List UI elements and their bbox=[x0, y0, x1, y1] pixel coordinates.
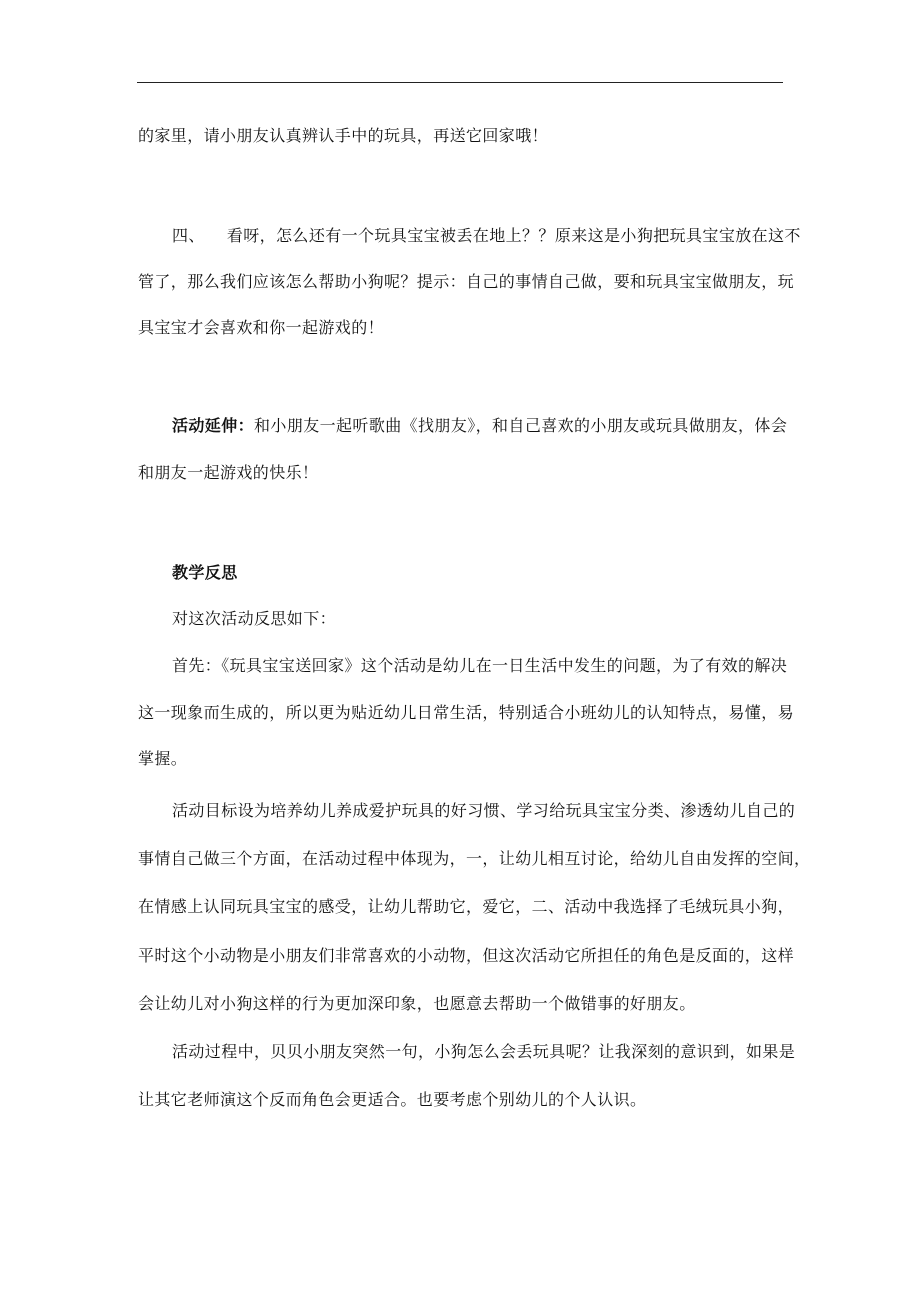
extension-text-1: 和小朋友一起听歌曲《找朋友》，和自己喜欢的小朋友或玩具做朋友，体会 bbox=[254, 416, 788, 435]
section-four-line-3: 具宝宝才会喜欢和你一起游戏的！ bbox=[138, 318, 385, 337]
header-rule bbox=[137, 82, 783, 83]
reflection-para1-line-2: 这一现象而生成的，所以更为贴近幼儿日常生活，特别适合小班幼儿的认知特点，易懂，易 bbox=[138, 703, 795, 722]
reflection-para2-line-4: 平时这个小动物是小朋友们非常喜欢的小动物，但这次活动它所担任的角色是反面的，这样 bbox=[138, 946, 795, 965]
reflection-intro: 对这次活动反思如下： bbox=[172, 609, 337, 628]
reflection-para2-line-2: 事情自己做三个方面，在活动过程中体现为，一，让幼儿相互讨论，给幼儿自由发挥的空间， bbox=[138, 849, 811, 868]
reflection-para2-line-3: 在情感上认同玩具宝宝的感受，让幼儿帮助它，爱它，二、活动中我选择了毛绒玩具小狗， bbox=[138, 897, 795, 916]
reflection-heading: 教学反思 bbox=[172, 563, 238, 582]
paragraph-continued-line: 的家里，请小朋友认真辨认手中的玩具，再送它回家哦！ bbox=[138, 126, 549, 145]
reflection-para1-line-3: 掌握。 bbox=[138, 749, 188, 768]
reflection-para1-line-1: 首先：《玩具宝宝送回家》这个活动是幼儿在一日生活中发生的问题，为了有效的解决 bbox=[172, 656, 788, 675]
section-four-line-2: 管了，那么我们应该怎么帮助小狗呢？提示：自己的事情自己做，要和玩具宝宝做朋友，玩 bbox=[138, 272, 795, 291]
section-four-number: 四、 bbox=[172, 226, 205, 245]
section-four-text-1: 看呀，怎么还有一个玩具宝宝被丢在地上？？原来这是小狗把玩具宝宝放在这不 bbox=[226, 226, 801, 245]
extension-line-2: 和朋友一起游戏的快乐！ bbox=[138, 463, 319, 482]
reflection-para2-line-1: 活动目标设为培养幼儿养成爱护玩具的好习惯、学习给玩具宝宝分类、渗透幼儿自己的 bbox=[172, 801, 796, 820]
extension-label: 活动延伸： bbox=[172, 416, 255, 435]
extension-line-1 bbox=[172, 415, 788, 437]
reflection-para3-line-2: 让其它老师演这个反而角色会更适合。也要考虑个别幼儿的个人认识。 bbox=[138, 1090, 647, 1109]
section-four-line-1 bbox=[172, 225, 801, 247]
reflection-para3-line-1: 活动过程中，贝贝小朋友突然一句，小狗怎么会丢玩具呢？让我深刻的意识到，如果是 bbox=[172, 1042, 796, 1061]
reflection-para2-line-5: 会让幼儿对小狗这样的行为更加深印象，也愿意去帮助一个做错事的好朋友。 bbox=[138, 994, 696, 1013]
